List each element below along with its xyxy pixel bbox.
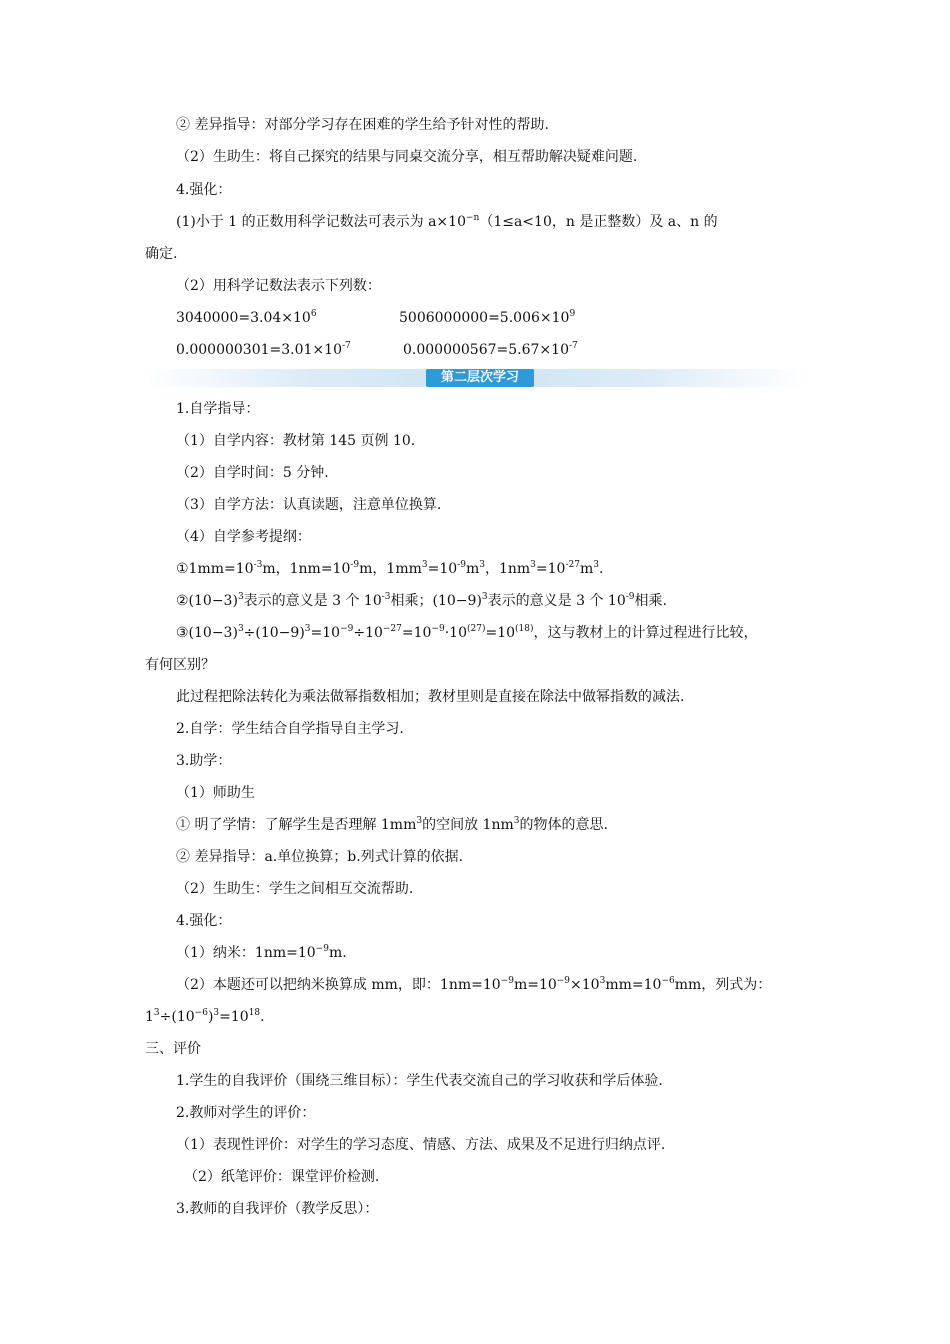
text: （1≤a<10，n 是正整数）及 a、n 的 xyxy=(479,214,718,230)
text: m=10 xyxy=(513,977,557,993)
text: 的空间放 1nm xyxy=(422,817,514,833)
exponent: 3 xyxy=(416,816,423,826)
text: ③(10−3) xyxy=(176,625,238,641)
exponent: (27) xyxy=(466,624,486,634)
exponent: 9 xyxy=(569,309,576,319)
formula xyxy=(145,1007,265,1027)
exponent: -9 xyxy=(625,592,635,602)
text: 相乘. xyxy=(634,593,667,609)
paragraph: （2）自学时间：5 分钟. xyxy=(176,465,329,481)
text: ，1nm xyxy=(484,561,531,577)
text: m，1mm xyxy=(359,561,422,577)
paragraph: （3）自学方法：认真读题，注意单位换算. xyxy=(176,497,442,513)
exponent: −9 xyxy=(340,624,354,634)
text: 1 xyxy=(145,1009,154,1025)
text: =10 xyxy=(427,561,458,577)
paragraph: （1）师助生 xyxy=(176,785,255,801)
text: m，1nm=10 xyxy=(262,561,351,577)
text: ) xyxy=(207,1009,214,1025)
exponent: -9 xyxy=(457,560,466,570)
formula xyxy=(176,559,603,579)
text: 0.000000567=5.67×10 xyxy=(403,342,569,358)
exponent: −9 xyxy=(431,624,445,634)
exponent: 3 xyxy=(530,560,536,570)
text: =10 xyxy=(535,561,566,577)
paragraph: （1）表现性评价：对学生的学习态度、情感、方法、成果及不足进行归纳点评. xyxy=(176,1137,666,1153)
text: ×10 xyxy=(570,977,600,993)
section-banner-label: 第二层次学习 xyxy=(426,369,534,387)
text: ÷10 xyxy=(353,625,383,641)
formula xyxy=(176,340,351,360)
text: =10 xyxy=(401,625,432,641)
paragraph: 1.学生的自我评价（围绕三维目标）：学生代表交流自己的学习收获和学后体验. xyxy=(176,1073,663,1089)
exponent: -7 xyxy=(341,341,351,351)
text: 相乘；(10−9) xyxy=(390,593,482,609)
section-heading: 三、评价 xyxy=(145,1041,201,1057)
text: 3040000=3.04×10 xyxy=(176,310,311,326)
paragraph: 2.教师对学生的评价： xyxy=(176,1105,316,1121)
text: m xyxy=(579,561,594,577)
text: =10 xyxy=(310,625,341,641)
exponent: 3 xyxy=(481,592,488,602)
exponent: 3 xyxy=(304,624,311,634)
exponent: -3 xyxy=(253,560,263,570)
exponent: 3 xyxy=(213,1008,220,1018)
text: ÷(10 xyxy=(159,1009,195,1025)
text: ①1mm=10 xyxy=(176,561,254,577)
exponent: -9 xyxy=(350,560,360,570)
formula xyxy=(176,308,317,328)
paragraph xyxy=(176,815,608,835)
exponent: 3 xyxy=(513,816,520,826)
text: 表示的意义是 3 个 10 xyxy=(487,593,626,609)
exponent: 3 xyxy=(237,624,244,634)
exponent: −6 xyxy=(194,1008,208,1018)
paragraph: （1）自学内容：教材第 145 页例 10. xyxy=(176,433,416,449)
exponent: 3 xyxy=(153,1008,160,1018)
exponent: −9 xyxy=(556,976,571,986)
formula xyxy=(399,308,575,328)
exponent: −n xyxy=(465,213,480,223)
text: . xyxy=(598,561,604,577)
text: 5006000000=5.006×10 xyxy=(399,310,570,326)
paragraph: 1.自学指导： xyxy=(176,401,260,417)
text: mm=10 xyxy=(605,977,662,993)
exponent: -3 xyxy=(381,592,391,602)
paragraph: ② 差异指导：a.单位换算；b.列式计算的依据. xyxy=(176,849,464,865)
text: mm，列式为： xyxy=(674,977,772,993)
exponent: 3 xyxy=(599,976,606,986)
exponent: 6 xyxy=(310,309,317,319)
text: 0.000000301=3.01×10 xyxy=(176,342,342,358)
paragraph xyxy=(176,212,718,232)
exponent: (18) xyxy=(515,624,534,634)
paragraph: （2）用科学记数法表示下列数： xyxy=(176,278,381,294)
paragraph: 3.助学： xyxy=(176,753,232,769)
exponent: 18 xyxy=(248,1008,261,1018)
text: 表示的意义是 3 个 10 xyxy=(243,593,382,609)
text: ÷(10−9) xyxy=(243,625,305,641)
text: (1)小于 1 的正数用科学记数法可表示为 a×10 xyxy=(176,214,466,230)
paragraph xyxy=(176,975,771,995)
exponent: −27 xyxy=(382,624,402,634)
exponent: 3 xyxy=(593,560,599,570)
paragraph: 3.教师的自我评价（教学反思）： xyxy=(176,1201,379,1217)
paragraph: 4.强化： xyxy=(176,913,232,929)
paragraph: （2）纸笔评价：课堂评价检测. xyxy=(184,1169,380,1185)
text: ，这与教材上的计算过程进行比较， xyxy=(533,625,758,641)
exponent: 3 xyxy=(479,560,485,570)
text: 的物体的意思. xyxy=(519,817,608,833)
text: =10 xyxy=(219,1009,249,1025)
formula xyxy=(403,340,578,360)
paragraph: ② 差异指导：对部分学习存在困难的学生给予针对性的帮助. xyxy=(176,117,549,133)
paragraph: 2.自学：学生结合自学指导自主学习. xyxy=(176,721,404,737)
paragraph: 确定. xyxy=(145,246,178,262)
paragraph: （4）自学参考提纲： xyxy=(176,529,311,545)
text: （2）本题还可以把纳米换算成 mm，即：1nm=10 xyxy=(176,977,501,993)
paragraph: 此过程把除法转化为乘法做幂指数相加；教材里则是直接在除法中做幂指数的减法. xyxy=(176,689,685,705)
exponent: −9 xyxy=(315,944,329,954)
paragraph xyxy=(176,943,347,963)
paragraph: 有何区别？ xyxy=(145,657,215,673)
exponent: −6 xyxy=(661,976,675,986)
text: ① 明了学情：了解学生是否理解 1mm xyxy=(176,817,417,833)
formula xyxy=(176,591,667,611)
text: ·10 xyxy=(444,625,467,641)
paragraph: （2）生助生：将自己探究的结果与同桌交流分享，相互帮助解决疑难问题. xyxy=(176,149,638,165)
exponent: 3 xyxy=(237,592,244,602)
exponent: -27 xyxy=(565,560,580,570)
exponent: −9 xyxy=(500,976,514,986)
text: m. xyxy=(328,945,347,961)
paragraph: 4.强化： xyxy=(176,182,232,198)
text: m xyxy=(465,561,480,577)
exponent: 3 xyxy=(421,560,428,570)
paragraph: （2）生助生：学生之间相互交流帮助. xyxy=(176,881,414,897)
text: ②(10−3) xyxy=(176,593,238,609)
text: =10 xyxy=(485,625,516,641)
formula xyxy=(176,623,758,643)
text: . xyxy=(260,1009,265,1025)
text: （1）纳米：1nm=10 xyxy=(176,945,316,961)
exponent: -7 xyxy=(568,341,578,351)
